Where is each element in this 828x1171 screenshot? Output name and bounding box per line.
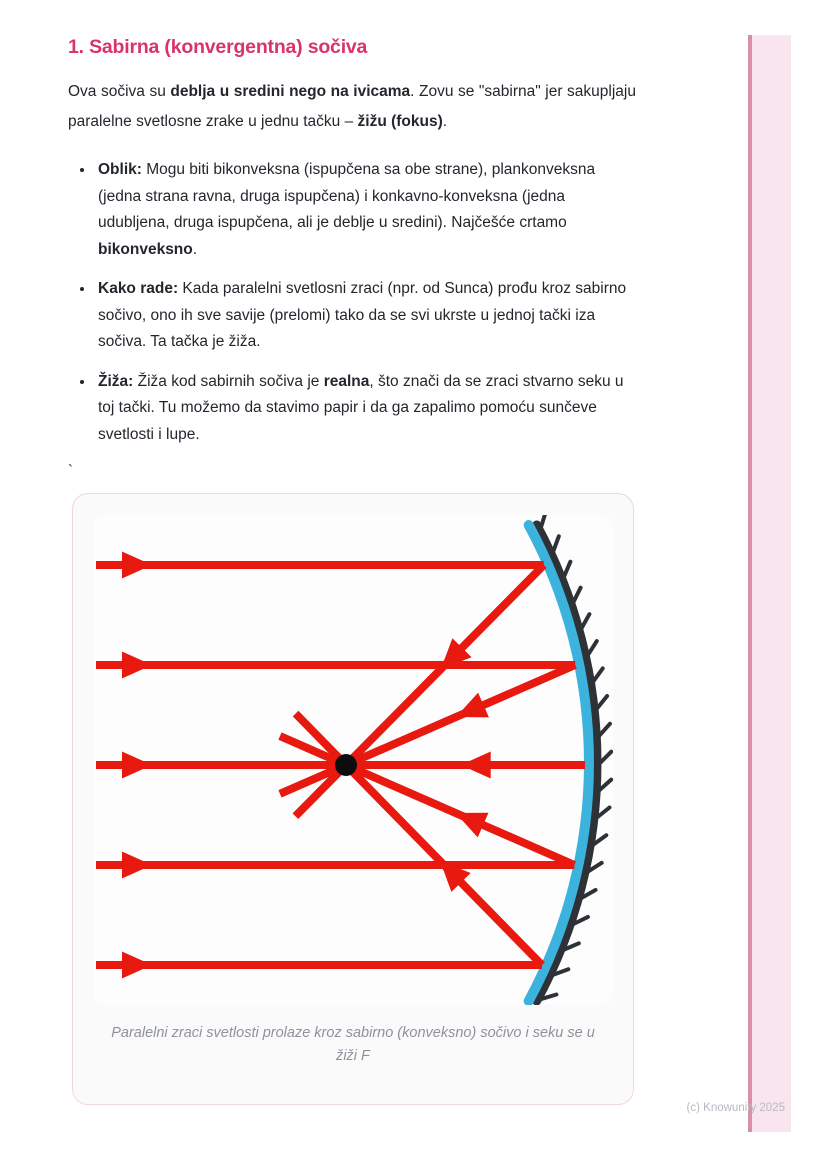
- list-item-oblik: • Oblik: Mogu biti bikonveksna (ispupčena sa obe strane), plankonveksna (jedna strana ravna, druga ispupčena) i konkavno-konveksna (jedna udubljena, druga ispupčena, ali je deblje u sredini). Najčešće crtamo bikonveksno.: [95, 157, 636, 263]
- concave-mirror-ray-diagram: [94, 515, 613, 1005]
- decorative-side-stripe: [748, 35, 791, 1132]
- intro-paragraph: Ova sočiva su deblja u sredini nego na ivicama. Zovu se "sabirna" jer sakupljaju paralelne svetlosne zrake u jednu tačku – žižu (fokus).: [68, 83, 636, 130]
- list-item-kako-rade: • Kako rade: Kada paralelni svetlosni zraci (npr. od Sunca) prođu kroz sabirno sočivo, ono ih sve savije (prelomi) tako da se svi ukrste u jednoj tački iza sočiva. Ta tačka je žiža.: [95, 276, 636, 356]
- page-title: 1. Sabirna (konvergentna) sočiva: [68, 36, 368, 58]
- figure-caption: Paralelni zraci svetlosti prolaze kroz sabirno (konveksno) sočivo i seku se u žiži F: [111, 1025, 595, 1064]
- stray-backtick: `: [68, 462, 73, 479]
- list-item-ziza: • Žiža: Žiža kod sabirnih sočiva je realna, što znači da se zraci stvarno seku u toj tački. Tu možemo da stavimo papir i da ga zapalimo pomoću sunčeve svetlosti i lupe.: [95, 369, 636, 449]
- ray-diagram-panel: [94, 515, 613, 1005]
- bullet-list: [68, 157, 636, 448]
- figure-card: [72, 493, 634, 1105]
- footer-credit: (c) Knowunity 2025: [686, 1102, 785, 1114]
- document-content: [68, 36, 636, 479]
